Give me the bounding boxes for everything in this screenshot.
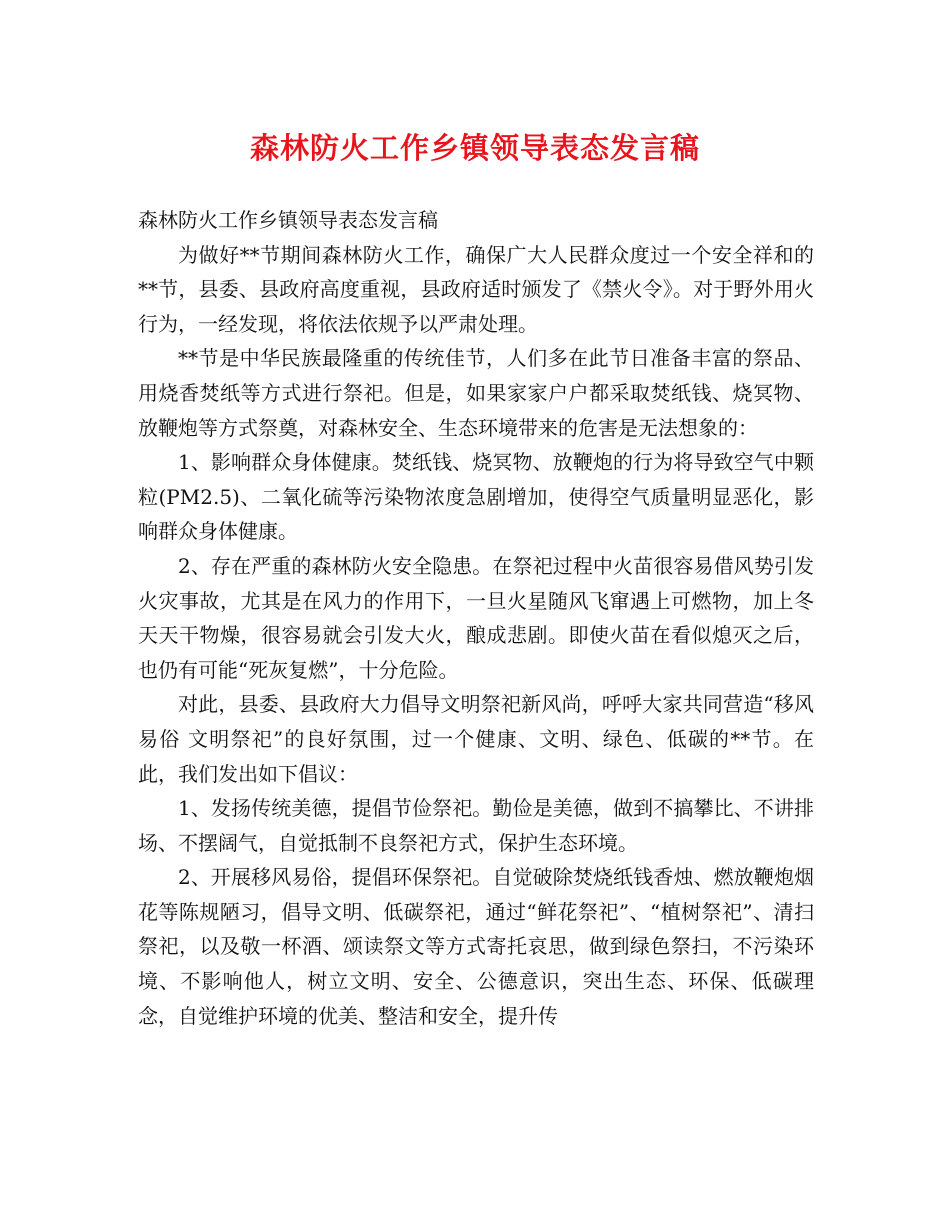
body-paragraph: 森林防火工作乡镇领导表态发言稿 — [138, 208, 438, 232]
document-title: 森林防火工作乡镇领导表态发言稿 — [249, 131, 700, 165]
body-paragraph: 1、影响群众身体健康。焚纸钱、烧冥物、放鞭炮的行为将导致空气中颗粒(PM2.5)、二氧化硫等污染物浓度急剧增加，使得空气质量明显恶化，影响群众身体健康。 — [138, 450, 814, 544]
body-paragraph: **节是中华民族最隆重的传统佳节，人们多在此节日准备丰富的祭品、用烧香焚纸等方式进行祭祀。但是，如果家家户户都采取焚纸钱、烧冥物、放鞭炮等方式祭奠，对森林安全、生态环境带来的危害是无法想象的： — [138, 346, 814, 440]
body-paragraph: 对此，县委、县政府大力倡导文明祭祀新风尚，呼呼大家共同营造“移风易俗 文明祭祀”的良好氛围，过一个健康、文明、绿色、低碳的**节。在此，我们发出如下倡议： — [138, 692, 814, 786]
body-paragraph: 为做好**节期间森林防火工作，确保广大人民群众度过一个安全祥和的**节，县委、县政府高度重视，县政府适时颁发了《禁火令》。对于野外用火行为，一经发现，将依法依规予以严肃处理。 — [138, 242, 814, 336]
document-body — [138, 203, 814, 1033]
body-paragraph: 2、存在严重的森林防火安全隐患。在祭祀过程中火苗很容易借风势引发火灾事故，尤其是在风力的作用下，一旦火星随风飞窜遇上可燃物，加上冬天天干物燥，很容易就会引发大火，酿成悲剧。即使火苗在看似熄灭之后，也仍有可能“死灰复燃”，十分危险。 — [138, 553, 814, 682]
body-paragraph: 2、开展移风易俗，提倡环保祭祀。自觉破除焚烧纸钱香烛、燃放鞭炮烟花等陈规陋习，倡导文明、低碳祭祀，通过“鲜花祭祀”、“植树祭祀”、清扫祭祀，以及敬一杯酒、颂读祭文等方式寄托哀思，做到绿色祭扫，不污染环境、不影响他人，树立文明、安全、公德意识，突出生态、环保、低碳理念，自觉维护环境的优美、整洁和安全，提升传 — [138, 865, 814, 1028]
body-paragraph: 1、发扬传统美德，提倡节俭祭祀。勤俭是美德，做到不搞攀比、不讲排场、不摆阔气，自觉抵制不良祭祀方式，保护生态环境。 — [138, 796, 814, 855]
